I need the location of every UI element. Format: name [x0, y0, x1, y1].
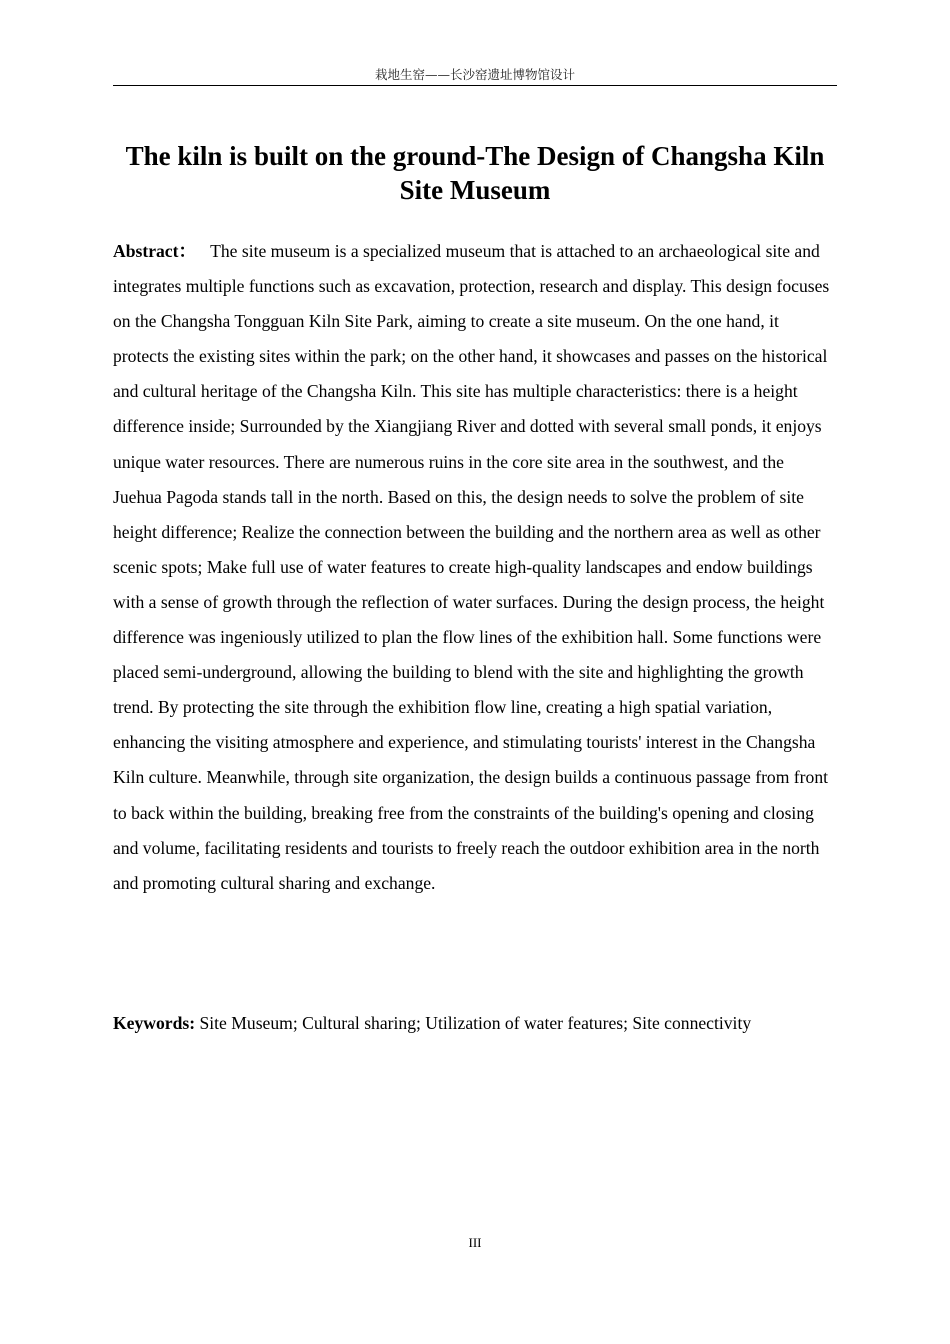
running-header: 栽地生窑——长沙窑遗址博物馆设计 — [374, 67, 575, 82]
keywords-text: Site Museum; Cultural sharing; Utilization of water features; Site connectivity — [199, 1013, 752, 1033]
abstract-paragraph — [113, 234, 837, 901]
keywords-label: Keywords: — [113, 1013, 196, 1033]
header-rule — [113, 85, 837, 86]
document-title: The kiln is built on the ground-The Design of Changsha Kiln Site Museum — [125, 141, 825, 205]
abstract-label: Abstract — [113, 241, 179, 261]
abstract-separator: ： — [178, 241, 197, 261]
abstract-text: The site museum is a specialized museum that is attached to an archaeological site and integrates multiple functions such as excavation, protection, research and display. This design focuses on the Changsha Tongguan Kiln Site Park, aiming to create a site museum. On the one hand, it protects the existing sites within the park; on the other hand, it showcases and passes on the historical and cultural heritage of the Changsha Kiln. This site has multiple characteristics: there is a height difference inside; Surrounded by the Xiangjiang River and dotted with several small ponds, it enjoys unique water resources. There are numerous ruins in the core site area in the southwest, and the Juehua Pagoda stands tall in the north. Based on this, the design needs to solve the problem of site height difference; Realize the connection between the building and the northern area as well as other scenic spots; Make full use of water features to create high-quality landscapes and endow buildings with a sense of growth through the reflection of water surfaces. During the design process, the height difference was ingeniously utilized to plan the flow lines of the exhibition hall. Some functions were placed semi-underground, allowing the building to blend with the site and highlighting the growth trend. By protecting the site through the exhibition flow line, creating a high spatial variation, enhancing the visiting atmosphere and experience, and stimulating tourists' interest in the Changsha Kiln culture. Meanwhile, through site organization, the design builds a continuous passage from front to back within the building, breaking free from the constraints of the building's opening and closing and volume, facilitating residents and tourists to freely reach the outdoor exhibition area in the north and promoting cultural sharing and exchange. — [113, 241, 830, 893]
page-number: III — [468, 1235, 482, 1250]
keywords-paragraph — [113, 1006, 837, 1041]
